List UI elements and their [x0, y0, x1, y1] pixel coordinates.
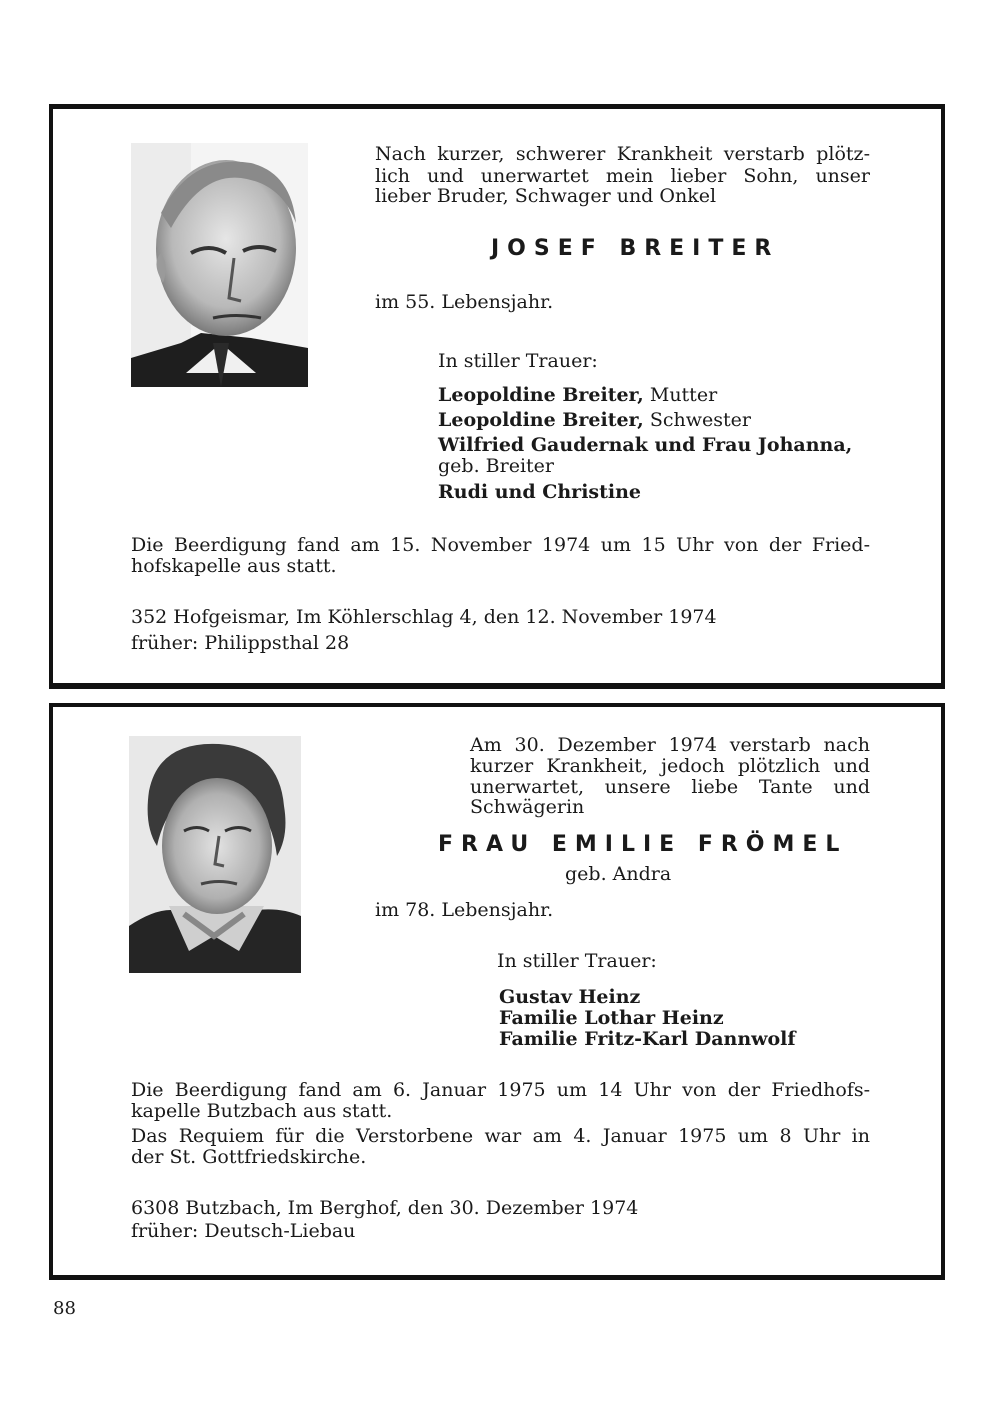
funeral-text: hofskapelle aus statt.	[131, 555, 337, 577]
age-text: im 78. Lebensjahr.	[375, 899, 554, 921]
mourner-relation: Schwester	[649, 409, 751, 431]
address-text: 352 Hofgeismar, Im Köhlerschlag 4, den 12. November 1974	[131, 606, 717, 628]
intro-line: Schwägerin	[470, 796, 585, 818]
mourner-name: Familie Fritz-Karl Dannwolf	[499, 1028, 796, 1050]
mourner-line	[438, 456, 554, 477]
funeral-text: kapelle Butzbach aus statt.	[131, 1100, 393, 1122]
mourning-heading: In stiller Trauer:	[438, 350, 598, 372]
mourner-name: Leopoldine Breiter,	[438, 409, 644, 431]
mourner-relation: geb. Breiter	[438, 455, 554, 477]
maiden-name: geb. Andra	[565, 863, 672, 885]
mourner-name: Gustav Heinz	[499, 986, 641, 1008]
address-text: 6308 Butzbach, Im Berghof, den 30. Dezember 1974	[131, 1197, 639, 1219]
age-text: im 55. Lebensjahr.	[375, 291, 554, 313]
mourner-name: Leopoldine Breiter,	[438, 384, 644, 406]
mourner-name: Familie Lothar Heinz	[499, 1007, 724, 1029]
mourner-line	[438, 385, 717, 406]
intro-line: lieber Bruder, Schwager und Onkel	[375, 185, 717, 207]
intro-line: unerwartet, unsere liebe Tante und	[470, 776, 870, 798]
mourning-heading: In stiller Trauer:	[497, 950, 657, 972]
mourner-relation: Mutter	[649, 384, 718, 406]
mourner-line	[438, 435, 852, 456]
portrait-photo-josef-breiter	[131, 143, 308, 387]
funeral-text: Die Beerdigung fand am 15. November 1974 um 15 Uhr von der Fried-	[131, 534, 870, 556]
deceased-name: FRAU EMILIE FRÖMEL	[438, 832, 848, 857]
intro-line: Am 30. Dezember 1974 verstarb nach	[470, 734, 870, 756]
mourner-name: Wilfried Gaudernak und Frau Johanna,	[438, 434, 853, 456]
intro-line: lich und unerwartet mein lieber Sohn, unser	[375, 165, 870, 187]
funeral-text: Die Beerdigung fand am 6. Januar 1975 um 14 Uhr von der Friedhofs-	[131, 1079, 870, 1101]
former-address-text: früher: Deutsch-Liebau	[131, 1220, 356, 1242]
requiem-text: Das Requiem für die Verstorbene war am 4. Januar 1975 um 8 Uhr in	[131, 1125, 870, 1147]
requiem-text: der St. Gottfriedskirche.	[131, 1146, 367, 1168]
intro-line: kurzer Krankheit, jedoch plötzlich und	[470, 755, 870, 777]
portrait-photo-emilie-froemel	[129, 736, 301, 973]
intro-line: Nach kurzer, schwerer Krankheit verstarb plötz-	[375, 143, 870, 165]
deceased-name: JOSEF BREITER	[491, 236, 780, 261]
mourner-line	[438, 482, 641, 503]
mourner-line	[438, 410, 751, 431]
former-address-text: früher: Philippsthal 28	[131, 632, 350, 654]
page-number: 88	[53, 1298, 76, 1319]
separator-rule	[49, 685, 945, 689]
mourner-name: Rudi und Christine	[438, 481, 642, 503]
